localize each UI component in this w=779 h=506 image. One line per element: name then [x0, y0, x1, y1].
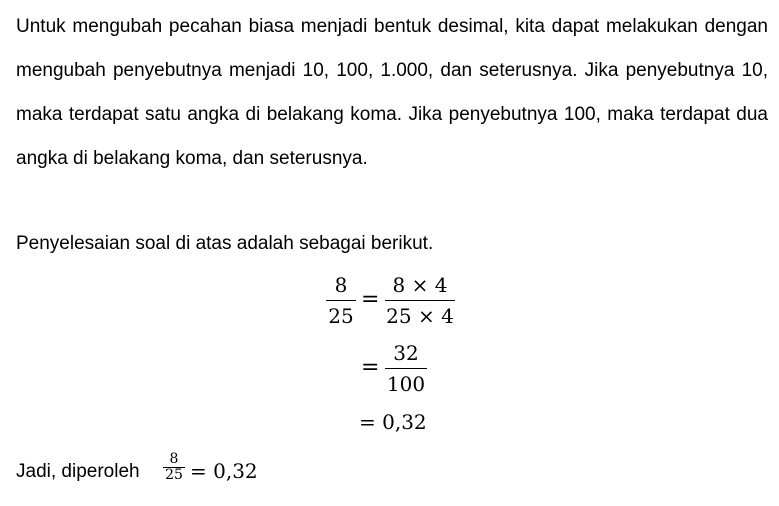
- equals-sign-1: =: [361, 287, 380, 312]
- conclusion-fraction: [163, 452, 185, 483]
- lhs-denominator: 25: [328, 304, 354, 328]
- step2-denominator: 100: [386, 372, 426, 396]
- conclusion-prefix: Jadi, diperoleh: [16, 461, 140, 482]
- step1-denominator: 25 × 4: [386, 304, 454, 328]
- intro-paragraph: Untuk mengubah pecahan biasa menjadi bentuk desimal, kita dapat melakukan dengan mengubah penyebutnya menjadi 10, 100, 1.000, dan seterusnya. Jika penyebutnya 10, maka terdapat satu angka di belakang koma. Jika penyebutnya 100, maka terdapat dua angka di belakang koma, dan seterusnya.: [16, 16, 768, 169]
- step3-result: = 0,32: [359, 410, 427, 434]
- lhs-numerator: 8: [334, 273, 348, 297]
- step2-numerator: 32: [393, 341, 419, 365]
- step2-fraction: [385, 338, 427, 399]
- conclusion-result: = 0,32: [190, 459, 258, 483]
- step1-fraction: [385, 270, 455, 331]
- solution-intro: Penyelesaian soal di atas adalah sebagai berikut.: [16, 233, 434, 254]
- lhs-fraction: [326, 270, 356, 331]
- conclusion-denominator: 25: [165, 467, 183, 483]
- equals-sign-2: =: [361, 355, 380, 380]
- step1-numerator: 8 × 4: [392, 273, 448, 297]
- conclusion-numerator: 8: [169, 451, 179, 467]
